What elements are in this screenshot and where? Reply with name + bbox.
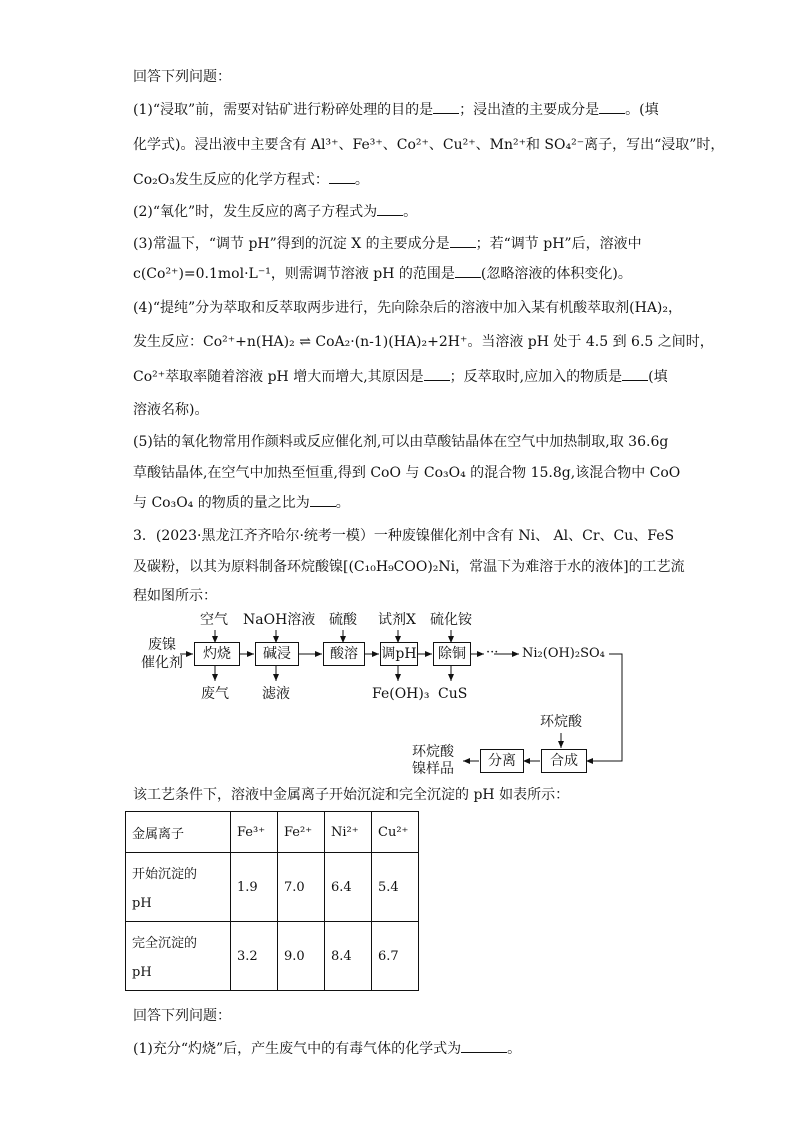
text-segment: (3)常温下，“调节 pH”得到的沉淀 X 的主要成分是 xyxy=(133,236,450,252)
header-cell: Cu²⁺ xyxy=(372,812,419,853)
table-cell: 8.4 xyxy=(325,922,372,991)
output-fe-oh3: Fe(OH)₃ xyxy=(372,686,430,702)
header-cell: Fe²⁺ xyxy=(278,812,325,853)
reagent-air: 空气 xyxy=(200,612,228,628)
flow-intermediate: Ni₂(OH)₂SO₄ xyxy=(522,646,605,661)
reagent-naphthenic-acid: 环烷酸 xyxy=(540,714,582,730)
text-segment: 。(填 xyxy=(625,102,659,118)
answer-blank xyxy=(461,1040,507,1053)
row-label-line: 完全沉淀的 xyxy=(132,936,198,951)
problem-3-line-1: 3．(2023·黑龙江齐齐哈尔·统考一模）一种废镍催化剂中含有 Ni、 Al、Cr、Cu、FeS xyxy=(133,528,675,544)
output-waste-gas: 废气 xyxy=(201,686,229,702)
section-header: 回答下列问题： xyxy=(133,1008,231,1024)
step-alkali-leach: 碱浸 xyxy=(255,642,299,666)
text-segment: ；浸出渣的主要成分是 xyxy=(459,102,600,118)
reagent-x: 试剂X xyxy=(378,612,416,628)
text-segment: 。 xyxy=(354,172,369,188)
text-segment: ；反萃取时,应加入的物质是 xyxy=(449,369,623,385)
header-cell: 金属离子 xyxy=(126,812,231,853)
output-filtrate: 滤液 xyxy=(262,686,290,702)
reagent-ammonium-sulfide: 硫化铵 xyxy=(430,612,472,628)
question-4-line-1: (4)“提纯”分为萃取和反萃取两步进行，先向除杂后的溶液中加入某有机酸萃取剂(HA)₂， xyxy=(133,300,682,316)
text-segment: (忽略溶液的体积变化)。 xyxy=(480,266,632,282)
ion-ph-table xyxy=(125,811,419,991)
table-row xyxy=(126,853,419,922)
text-segment: 。 xyxy=(335,495,350,511)
text-segment: 。 xyxy=(507,1041,522,1057)
step-separation: 分离 xyxy=(480,749,524,773)
text-segment: c(Co²⁺)=0.1mol·L⁻¹，则需调节溶液 pH 的范围是 xyxy=(133,266,455,282)
table-cell: 9.0 xyxy=(278,922,325,991)
text-segment: (1)充分“灼烧”后，产生废气中的有毒气体的化学式为 xyxy=(133,1041,462,1057)
step-remove-copper: 除铜 xyxy=(433,642,471,666)
question-4-line-4: 溶液名称)。 xyxy=(133,402,209,418)
step-synthesis: 合成 xyxy=(541,749,587,773)
table-cell: 6.7 xyxy=(372,922,419,991)
text-segment: (2)“氧化”时，发生反应的离子方程式为 xyxy=(133,204,378,220)
table-header-row xyxy=(126,812,419,853)
question-5-line-1: (5)钴的氧化物常用作颜料或反应催化剂,可以由草酸钴晶体在空气中加热制取,取 36.6g xyxy=(133,434,669,450)
question-5-line-2: 草酸钴晶体,在空气中加热至恒重,得到 CoO 与 Co₃O₄ 的混合物 15.8g,该混合物中 CoO xyxy=(133,465,681,481)
flow-ellipsis: ··· xyxy=(486,645,499,660)
question-b-1 xyxy=(133,1040,521,1058)
flow-product-line: 镍样品 xyxy=(412,761,454,777)
flow-product-line: 环烷酸 xyxy=(412,744,454,760)
reagent-sulfuric-acid: 硫酸 xyxy=(329,612,357,628)
reagent-naoh: NaOH溶液 xyxy=(243,612,316,628)
header-cell: Fe³⁺ xyxy=(231,812,278,853)
flow-input-line: 催化剂 xyxy=(141,655,183,671)
output-cus: CuS xyxy=(438,686,468,702)
text-segment: Co₂O₃发生反应的化学方程式： xyxy=(133,172,329,188)
table-cell: 3.2 xyxy=(231,922,278,991)
problem-3-line-2: 及碳粉，以其为原料制备环烷酸镍[(C₁₀H₉COO)₂Ni，常温下为难溶于水的液体]的工艺流 xyxy=(133,559,685,575)
text-segment: 。 xyxy=(403,204,418,220)
section-header: 回答下列问题： xyxy=(133,69,231,85)
question-4-line-2: 发生反应：Co²⁺+n(HA)₂ ⇌ CoA₂·(n-1)(HA)₂+2H⁺。当溶液 pH 处于 4.5 到 6.5 之间时， xyxy=(133,334,714,350)
table-cell: 7.0 xyxy=(278,853,325,922)
flow-product-label xyxy=(412,744,454,777)
header-cell: Ni²⁺ xyxy=(325,812,372,853)
step-acid-dissolve: 酸溶 xyxy=(323,642,365,666)
table-cell: 1.9 xyxy=(231,853,278,922)
row-label-line: 开始沉淀的 xyxy=(132,867,198,882)
step-adjust-ph: 调pH xyxy=(380,642,418,666)
table-cell: 5.4 xyxy=(372,853,419,922)
table-intro: 该工艺条件下，溶液中金属离子开始沉淀和完全沉淀的 pH 如表所示： xyxy=(133,787,570,803)
problem-3-line-3: 程如图所示： xyxy=(133,588,217,604)
text-segment: 与 Co₃O₄ 的物质的量之比为 xyxy=(133,495,310,511)
text-segment: (填 xyxy=(648,369,668,385)
text-segment: Co²⁺萃取率随着溶液 pH 增大而增大,其原因是 xyxy=(133,369,424,385)
table-cell: 6.4 xyxy=(325,853,372,922)
table-row xyxy=(126,922,419,991)
text-segment: ；若“调节 pH”后，溶液中 xyxy=(475,236,642,252)
step-roast: 灼烧 xyxy=(194,642,240,666)
flow-input-line: 废镍 xyxy=(148,637,176,653)
text-segment: (1)“浸取”前，需要对钴矿进行粉碎处理的目的是 xyxy=(133,102,434,118)
question-1-line-2: 化学式)。浸出液中主要含有 Al³⁺、Fe³⁺、Co²⁺、Cu²⁺、Mn²⁺和 SO₄²⁻离子，写出“浸取”时， xyxy=(133,137,725,153)
row-label-line: pH xyxy=(132,896,152,911)
row-label-line: pH xyxy=(132,965,152,980)
flow-input-label xyxy=(141,637,183,671)
row-label xyxy=(126,922,231,991)
row-label xyxy=(126,853,231,922)
